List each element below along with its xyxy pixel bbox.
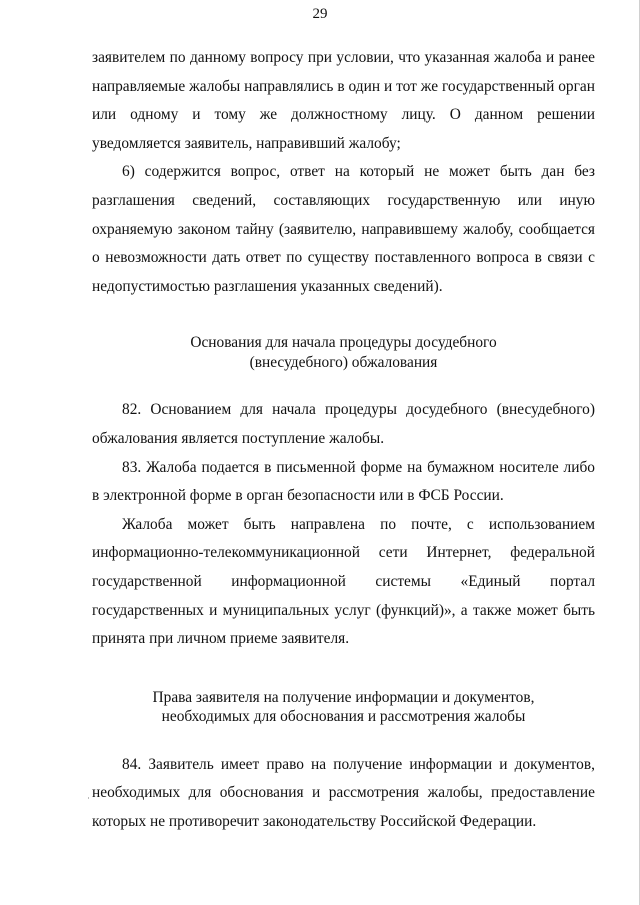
section-heading-line: Основания для начала процедуры досудебного <box>190 334 497 352</box>
document-body <box>92 44 595 836</box>
paragraph-complaint-channels: Жалоба может быть направлена по почте, с использованием информационно-телекоммуникационной сети Интернет, федеральной государственной информационной системы «Единый портал государственных и муниципальных услуг (функций)», а также может быть принята при личном приеме заявителя. <box>92 515 595 648</box>
scan-speck <box>88 797 89 799</box>
paragraph-83: 83. Жалоба подается в письменной форме на бумажном носителе либо в электронной форме в орган безопасности или в ФСБ России. <box>92 458 595 505</box>
section-heading-line: (внесудебного) обжалования <box>249 353 438 371</box>
paragraph-84: 84. Заявитель имеет право на получение информации и документов, необходимых для обоснования и рассмотрения жалобы, предоставление которых не противоречит законодательству Российской Федерации. <box>92 755 595 830</box>
section-heading-line: Права заявителя на получение информации и документов, <box>152 688 535 706</box>
section-heading-rights <box>92 688 595 727</box>
paragraph-continuation: заявителем по данному вопросу при условии, что указанная жалоба и ранее направляемые жалобы направлялись в один и тот же государственный орган или одному и тому же должностному лицу. О данном решении уведомляется заявитель, направивший жалобу; <box>92 49 595 152</box>
paragraph-82: 82. Основанием для начала процедуры досудебного (внесудебного) обжалования является поступление жалобы. <box>92 401 595 447</box>
paragraph-item-6: 6) содержится вопрос, ответ на который не может быть дан без разглашения сведений, составляющих государственную или иную охраняемую законом тайну (заявителю, направившему жалобу, сообщается о невозможности дать ответ по существу поставленного вопроса в связи с недопустимостью разглашения указанных сведений). <box>92 163 595 295</box>
section-heading-grounds <box>92 333 595 372</box>
section-heading-line: необходимых для обоснования и рассмотрения жалобы <box>161 708 526 726</box>
page-number: 29 <box>312 6 328 22</box>
